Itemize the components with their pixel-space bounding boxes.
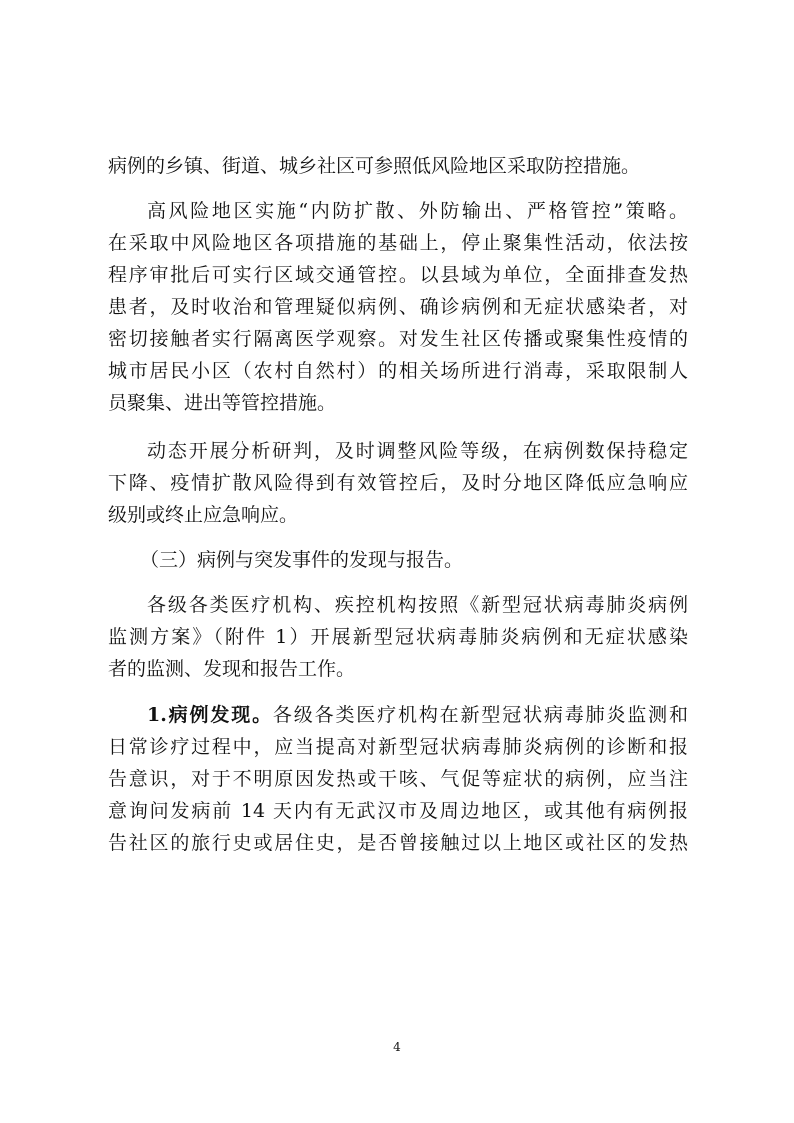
text-line: 者的监测、发现和报告工作。 (108, 658, 356, 680)
text-line: 程序审批后可实行区域交通管控。以县域为单位，全面排查发热 (108, 264, 688, 286)
text-line: 监测方案》（附件 1）开展新型冠状病毒肺炎病例和无症状感染 (108, 626, 688, 648)
text-line: 告意识，对于不明原因发热或干咳、气促等症状的病例，应当注 (108, 768, 688, 790)
text-line: 级别或终止应急响应。 (108, 504, 299, 526)
text-line: 密切接触者实行隔离医学观察。对发生社区传播或聚集性疫情的 (108, 328, 688, 350)
text-line: 下降、疫情扩散风险得到有效管控后，及时分地区降低应急响应 (108, 472, 688, 494)
text-line: 患者，及时收治和管理疑似病例、确诊病例和无症状感染者，对 (108, 296, 688, 318)
text-line: 员聚集、进出等管控措施。 (108, 392, 337, 414)
section-heading: （三）病例与突发事件的发现与报告。 (140, 549, 464, 571)
text-line: 病例的乡镇、街道、城乡社区可参照低风险地区采取防控措施。 (108, 155, 641, 177)
text-line: 日常诊疗过程中，应当提高对新型冠状病毒肺炎病例的诊断和报 (108, 736, 688, 758)
paragraph-first-line: 高风险地区实施“内防扩散、外防输出、严格管控”策略。 (147, 200, 688, 222)
text-line: 城市居民小区（农村自然村）的相关场所进行消毒，采取限制人 (108, 360, 688, 382)
paragraph-first-line: 各级各类医疗机构、疾控机构按照《新型冠状病毒肺炎病例 (147, 594, 688, 616)
text-line: 告社区的旅行史或居住史，是否曾接触过以上地区或社区的发热 (108, 832, 688, 854)
text-line: 在采取中风险地区各项措施的基础上，停止聚集性活动，依法按 (108, 232, 688, 254)
text-line: 意询问发病前 14 天内有无武汉市及周边地区，或其他有病例报 (108, 800, 688, 822)
subheading-case-discovery: 1.病例发现。 (147, 704, 273, 726)
paragraph-first-line (147, 700, 688, 730)
text-run: 各级各类医疗机构在新型冠状病毒肺炎监测和 (272, 704, 688, 726)
page-number: 4 (393, 1040, 401, 1054)
paragraph-first-line: 动态开展分析研判，及时调整风险等级，在病例数保持稳定 (147, 440, 688, 462)
